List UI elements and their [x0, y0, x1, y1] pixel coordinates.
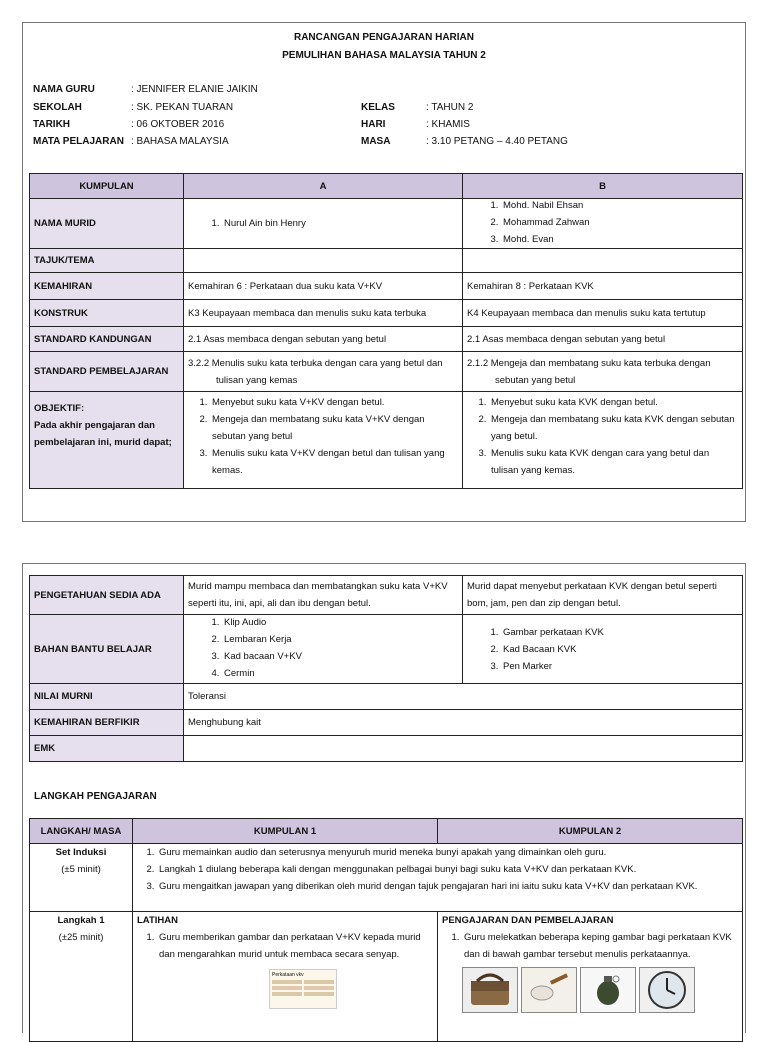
list-item: 1. Guru memainkan audio dan seterusnya menyuruh murid meneka bunyi apakah yang dimainkan oleh guru.: [157, 844, 738, 861]
doc-title: RANCANGAN PENGAJARAN HARIAN: [293, 32, 474, 43]
nilai-murni-label: NILAI MURNI: [30, 684, 184, 710]
sp-b-line2: sebutan yang betul: [495, 374, 576, 386]
bbb-b: [463, 615, 743, 684]
grenade-picture: [580, 967, 636, 1013]
standard-pembelajaran-label: STANDARD PEMBELAJARAN: [30, 352, 184, 392]
tajuk-a: [184, 249, 463, 273]
header-b: B: [463, 174, 743, 199]
list-item: 2. Mengeja dan membatang suku kata KVK dengan sebutan yang betul.: [489, 411, 738, 445]
kemahiran-label: KEMAHIRAN: [30, 273, 184, 300]
sp-b-line1: 2.1.2 Mengeja dan membatang suku kata terbuka dengan: [467, 357, 711, 369]
standard-pembelajaran-b: [463, 352, 743, 392]
list-item: 3. Guru mengaitkan jawapan yang diberikan oleh murid dengan tajuk pengajaran hari ini iaitu suku kata V+KV dan perkataan KVK.: [157, 878, 738, 895]
list-item: 3. Kad bacaan V+KV: [222, 648, 458, 665]
list-item: 1. Nurul Ain bin Henry: [222, 215, 458, 232]
kelas-label: KELAS: [361, 102, 395, 113]
nama-murid-a: [184, 199, 463, 249]
konstruk-b: K4 Keupayaan membaca dan menulis suku kata tertutup: [463, 300, 743, 327]
set-induksi-content: [133, 844, 743, 912]
header-kumpulan-2: KUMPULAN 2: [438, 819, 743, 844]
tajuk-label: TAJUK/TEMA: [30, 249, 184, 273]
list-item: 3. Mohd. Evan: [501, 231, 738, 248]
objektif-label-cell: [30, 392, 184, 489]
resources-table: [29, 575, 743, 762]
kemahiran-berfikir-label: KEMAHIRAN BERFIKIR: [30, 710, 184, 736]
kvk-picture-row: [442, 967, 738, 1013]
standard-kandungan-label: STANDARD KANDUNGAN: [30, 327, 184, 352]
konstruk-label: KONSTRUK: [30, 300, 184, 327]
set-induksi-cell: [30, 844, 133, 912]
list-item: 2. Mengeja dan membatang suku kata V+KV dengan sebutan yang betul: [210, 411, 458, 445]
list-item: 1. Menyebut suku kata KVK dengan betul.: [489, 394, 738, 411]
nilai-murni-value: Toleransi: [184, 684, 743, 710]
sp-a-line2: tulisan yang kemas: [216, 374, 298, 386]
masa-label: MASA: [361, 136, 391, 147]
sekolah-label: SEKOLAH: [33, 102, 82, 113]
pnp-heading: PENGAJARAN DAN PEMBELAJARAN: [442, 915, 614, 926]
vkv-card-title: Perkataan vkv: [272, 972, 304, 978]
langkah-1-cell: [30, 912, 133, 1042]
mata-pelajaran-value: : BAHASA MALAYSIA: [131, 136, 229, 147]
set-induksi-time: (±5 minit): [61, 864, 101, 875]
konstruk-a: K3 Keupayaan membaca dan menulis suku kata terbuka: [184, 300, 463, 327]
tajuk-b: [463, 249, 743, 273]
nama-murid-label: NAMA MURID: [30, 199, 184, 249]
list-item: 2. Lembaran Kerja: [222, 631, 458, 648]
tarikh-label: TARIKH: [33, 119, 71, 130]
langkah-1-label: Langkah 1: [57, 915, 105, 926]
langkah-1-time: (±25 minit): [58, 932, 104, 943]
objektif-a: [184, 392, 463, 489]
emk-value: [184, 736, 743, 762]
emk-label: EMK: [30, 736, 184, 762]
latihan-heading: LATIHAN: [137, 915, 178, 926]
objektif-label: OBJEKTIF:: [34, 403, 85, 414]
langkah-table: [29, 818, 743, 1042]
list-item: 1. Guru melekatkan beberapa keping gambar bagi perkataan KVK dan di bawah gambar tersebut menulis perkataannya.: [462, 929, 738, 963]
kemahiran-b: Kemahiran 8 : Perkataan KVK: [463, 273, 743, 300]
bbb-label: BAHAN BANTU BELAJAR: [30, 615, 184, 684]
nama-guru-value: : JENNIFER ELANIE JAIKIN: [131, 84, 258, 95]
langkah-1-k2: [438, 912, 743, 1042]
list-item: 1. Klip Audio: [222, 614, 458, 631]
group-table: [29, 173, 743, 489]
header-langkah: LANGKAH/ MASA: [30, 819, 133, 844]
list-item: 1. Mohd. Nabil Ehsan: [501, 197, 738, 214]
bbb-a: [184, 615, 463, 684]
psa-a: Murid mampu membaca dan membatangkan suku kata V+KV seperti itu, ini, api, ali dan ibu dengan betul.: [184, 576, 463, 615]
tarikh-value: : 06 OKTOBER 2016: [131, 119, 225, 130]
langkah-heading: LANGKAH PENGAJARAN: [34, 791, 157, 802]
psa-label: PENGETAHUAN SEDIA ADA: [30, 576, 184, 615]
list-item: 3. Pen Marker: [501, 658, 738, 675]
standard-kandungan-a: 2.1 Asas membaca dengan sebutan yang betul: [184, 327, 463, 352]
kemahiran-a: Kemahiran 6 : Perkataan dua suku kata V+KV: [184, 273, 463, 300]
sekolah-value: : SK. PEKAN TUARAN: [131, 102, 234, 113]
hari-value: : KHAMIS: [426, 119, 470, 130]
list-item: 1. Gambar perkataan KVK: [501, 624, 738, 641]
mata-pelajaran-label: MATA PELAJARAN: [33, 136, 124, 147]
list-item: 3. Menulis suku kata V+KV dengan betul dan tulisan yang kemas.: [210, 445, 458, 479]
objektif-sub: Pada akhir pengajaran dan pembelajaran ini, murid dapat;: [34, 420, 172, 448]
set-induksi-label: Set Induksi: [55, 847, 107, 858]
header-kumpulan: KUMPULAN: [30, 174, 184, 199]
langkah-1-k1: [133, 912, 438, 1042]
bag-picture: [462, 967, 518, 1013]
list-item: 1. Menyebut suku kata V+KV dengan betul.: [210, 394, 458, 411]
spoon-picture: [521, 967, 577, 1013]
objektif-b: [463, 392, 743, 489]
page-1: [22, 22, 746, 522]
list-item: 1. Guru memberikan gambar dan perkataan V+KV kepada murid dan mengarahkan murid untuk membaca secara senyap.: [157, 929, 433, 963]
header-a: A: [184, 174, 463, 199]
doc-subtitle: PEMULIHAN BAHASA MALAYSIA TAHUN 2: [282, 50, 486, 61]
list-item: 4. Cermin: [222, 665, 458, 682]
list-item: 2. Kad Bacaan KVK: [501, 641, 738, 658]
clock-picture: [639, 967, 695, 1013]
list-item: 3. Menulis suku kata KVK dengan cara yang betul dan tulisan yang kemas.: [489, 445, 738, 479]
standard-kandungan-b: 2.1 Asas membaca dengan sebutan yang betul: [463, 327, 743, 352]
hari-label: HARI: [361, 119, 386, 130]
standard-pembelajaran-a: [184, 352, 463, 392]
psa-b: Murid dapat menyebut perkataan KVK dengan betul seperti bom, jam, pen dan zip dengan betul.: [463, 576, 743, 615]
kelas-value: : TAHUN 2: [426, 102, 474, 113]
page-2: [22, 563, 746, 1033]
kemahiran-berfikir-value: Menghubung kait: [184, 710, 743, 736]
header-kumpulan-1: KUMPULAN 1: [133, 819, 438, 844]
sp-a-line1: 3.2.2 Menulis suku kata terbuka dengan cara yang betul dan: [188, 357, 443, 369]
list-item: 2. Mohammad Zahwan: [501, 214, 738, 231]
nama-murid-b: [463, 199, 743, 249]
nama-guru-label: NAMA GURU: [33, 84, 95, 95]
list-item: 2. Langkah 1 diulang beberapa kali dengan menggunakan pelbagai bunyi bagi suku kata V+KV dan perkataan KVK.: [157, 861, 738, 878]
masa-value: : 3.10 PETANG – 4.40 PETANG: [426, 136, 568, 147]
vkv-word-card-image: [269, 969, 337, 1009]
